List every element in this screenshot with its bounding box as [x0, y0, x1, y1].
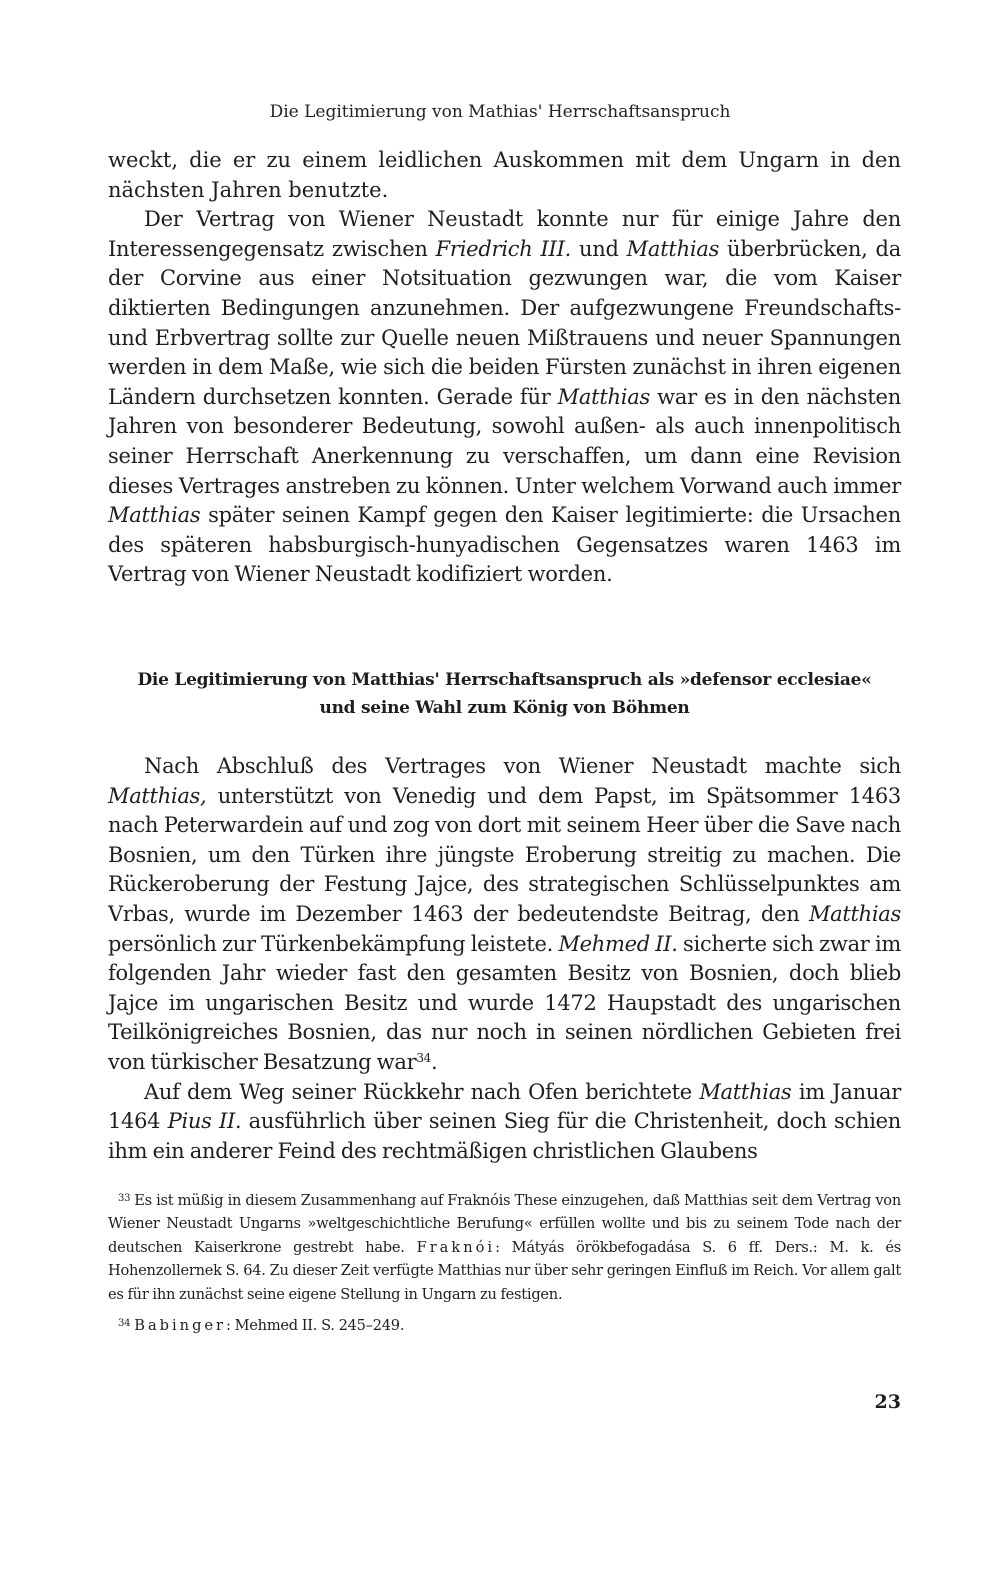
page-number: 23	[874, 1391, 901, 1413]
section-heading	[108, 666, 901, 722]
footnote-33	[108, 1187, 901, 1306]
author-name: Fraknói	[416, 1238, 496, 1256]
text-run: später seinen Kampf gegen den Kaiser legitimierte: die Ursachen des späteren habsburgisch-hunyadischen Gegensatzes waren 1463 im Vertrag von Wiener Neustadt kodifiziert worden.	[108, 503, 901, 587]
author-name: Babinger	[134, 1317, 227, 1335]
text-run: ausführlich über seinen Sieg für die Christenheit, doch schien ihm ein anderer Feind des rechtmäßigen christlichen Glaubens	[108, 1109, 901, 1163]
text-run: sicherte sich zwar im folgenden Jahr wieder fast den gesamten Besitz von Bosnien, doch blieb Jajce im ungarischen Besitz und wurde 1472 Haupstadt des ungarischen Teilkönigreiches Bosnien, das nur noch in seinen nördlichen Gebieten frei von türkischer Besatzung war	[108, 931, 901, 1074]
text-run: Es ist müßig in diesem Zusammenhang auf Fraknóis These einzugehen, daß Matthias seit dem Vertrag von Wiener Neustadt Ungarns »weltgeschichtliche Berufung« erfüllen wollte und bis zu seinem Tode nach der deutschen Kaiserkrone gestrebt habe.	[108, 1192, 901, 1256]
section-heading-line-1: Die Legitimierung von Matthias' Herrschaftsanspruch als »defensor ecclesiae«	[137, 670, 872, 690]
text-run: .	[431, 1049, 438, 1074]
text-run: Auf dem Weg seiner Rückkehr nach Ofen berichtete	[144, 1079, 700, 1104]
paragraph-continuation	[108, 146, 901, 205]
text-run: unterstützt von Venedig und dem Papst, im Spätsommer 1463 nach Peterwardein auf und zog von dort mit seinem Heer über die Save nach Bosnien, um den Türken ihre jüngste Eroberung streitig zu machen. Die Rückeroberung der Festung Jajce, des strategischen Schlüsselpunktes am Vrbas, wurde im Dezember 1463 der bedeutendste Beitrag, den	[108, 783, 901, 926]
paragraph-bosnien	[108, 752, 901, 1078]
text-run: weckt, die er zu einem leidlichen Auskommen mit dem Ungarn in den nächsten Jahren benutzte.	[108, 148, 901, 202]
person-name: Matthias	[808, 901, 901, 926]
footnote-reference[interactable]: 34	[416, 1050, 431, 1065]
text-run: und	[571, 236, 627, 261]
person-name: Mehmed II.	[558, 931, 678, 956]
footnotes	[108, 1187, 901, 1337]
person-name: Matthias	[108, 503, 201, 528]
paragraph-ofen	[108, 1078, 901, 1167]
footnote-34	[108, 1312, 901, 1337]
person-name: Pius II.	[167, 1109, 242, 1134]
text-run: war es in den nächsten Jahren von besonderer Bedeutung, sowohl außen- als auch innenpolitisch seiner Herrschaft Anerkennung zu verschaffen, um dann eine Revision dieses Vertrages anstreben zu können. Unter welchem Vorwand auch immer	[108, 384, 901, 498]
text-run: : Mátyás örökbefogadása S. 6 ff. Ders.: M. k. és Hohenzollernek S. 64. Zu dieser Zeit verfügte Matthias nur über sehr geringen Einfluß im Reich. Vor allem galt es für ihn zunächst seine eigene Stellung in Ungarn zu festigen.	[108, 1238, 901, 1303]
text-run: persönlich zur Türkenbekämpfung leistete.	[108, 931, 559, 956]
body-text-upper	[108, 146, 901, 590]
text-run: im Januar 1464	[108, 1079, 902, 1134]
footnote-number: 33	[118, 1193, 131, 1204]
section-heading-line-2: und seine Wahl zum König von Böhmen	[319, 698, 690, 718]
person-name: Friedrich III.	[435, 236, 572, 261]
running-head: Die Legitimierung von Mathias' Herrschaftsanspruch	[269, 102, 731, 122]
text-run: Nach Abschluß des Vertrages von Wiener Neustadt machte sich	[144, 754, 901, 778]
person-name: Matthias	[557, 384, 651, 409]
body-text-lower	[108, 752, 901, 1166]
paragraph-vertrag	[108, 205, 901, 590]
person-name: Matthias	[699, 1079, 792, 1104]
person-name: Matthias,	[108, 783, 207, 808]
text-run: : Mehmed II. S. 245–249.	[226, 1317, 405, 1335]
text-run: überbrücken, da der Corvine aus einer Notsituation gezwungen war, die vom Kaiser diktierten Bedingungen anzunehmen. Der aufgezwungene Freundschafts- und Erbvertrag sollte zur Quelle neuen Mißtrauens und neuer Spannungen werden in dem Maße, wie sich die beiden Fürsten zunächst in ihren eigenen Ländern durchsetzen konnten. Gerade für	[108, 236, 901, 409]
text-run: Der Vertrag von Wiener Neustadt konnte nur für einige Jahre den Interessengegensatz zwischen	[108, 207, 901, 261]
footnote-number: 34	[118, 1318, 131, 1330]
person-name: Matthias	[626, 236, 720, 261]
